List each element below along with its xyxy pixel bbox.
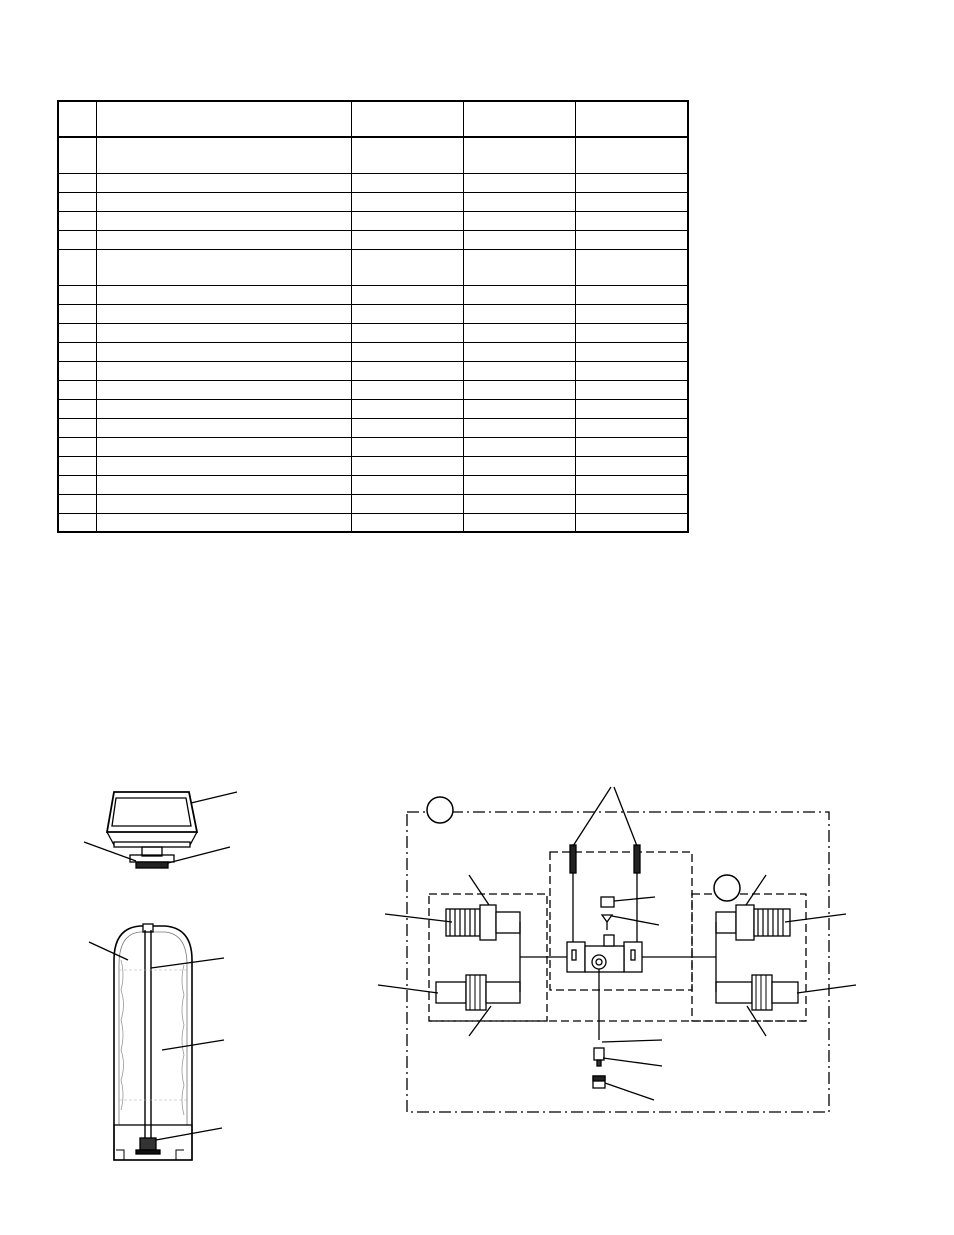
control-valve-icon (107, 792, 197, 868)
mineral-tank-leaders (89, 942, 224, 1140)
left-upper-fitting (446, 905, 520, 940)
central-valve-body (567, 935, 642, 972)
left-lower-fitting (436, 975, 520, 1010)
bypass-assembly-leaders (378, 787, 856, 1100)
right-lower-fitting (716, 975, 798, 1010)
bypass-valve-assembly-icon (407, 797, 829, 1112)
right-upper-fitting (716, 905, 790, 940)
